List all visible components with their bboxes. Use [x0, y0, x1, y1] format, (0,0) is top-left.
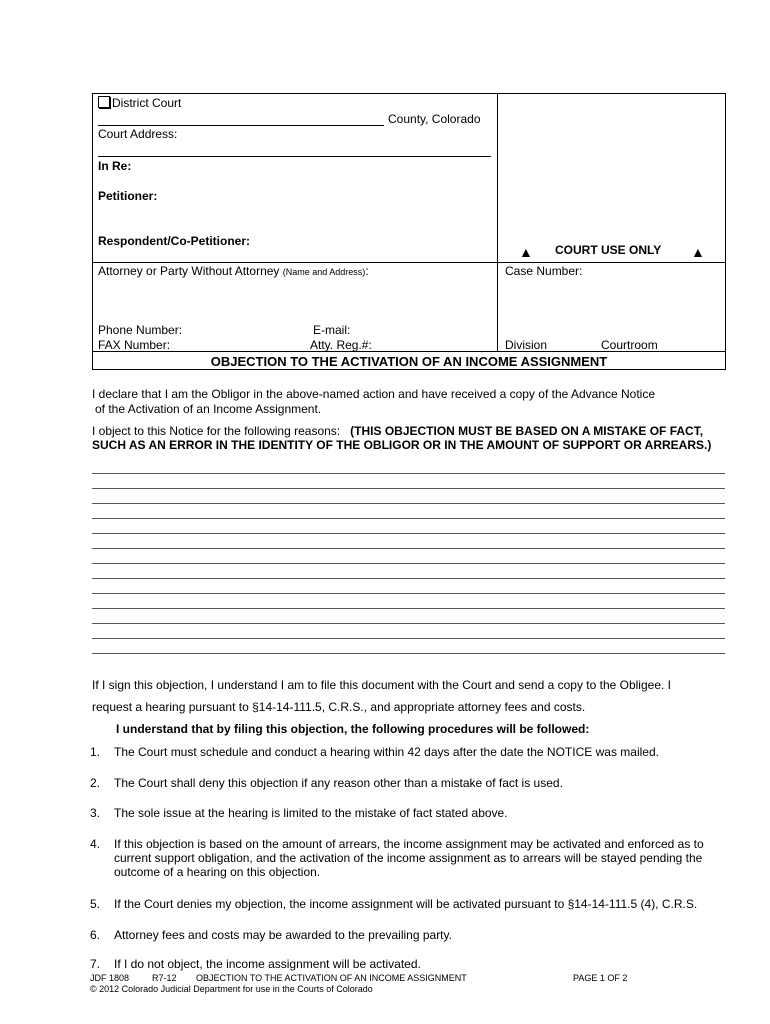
procedure-item: 3. The sole issue at the hearing is limited to the mistake of fact stated above.: [90, 806, 508, 820]
reason-line[interactable]: [92, 518, 725, 519]
reason-line[interactable]: [92, 533, 725, 534]
caption-divider: [497, 93, 498, 352]
county-line[interactable]: [98, 125, 384, 126]
procedure-item: 1. The Court must schedule and conduct a hearing within 42 days after the date the NOTICE was mailed.: [90, 745, 659, 759]
declare-line-1: I declare that I am the Obligor in the above-named action and have received a copy of the Advance Notice: [92, 387, 656, 401]
fax-label: FAX Number:: [98, 338, 171, 352]
reason-line[interactable]: [92, 503, 725, 504]
reason-line[interactable]: [92, 563, 725, 564]
courtroom-label: Courtroom: [601, 338, 658, 352]
in-re-label: In Re:: [98, 159, 132, 173]
procedure-item: 5. If the Court denies my objection, the income assignment will be activated pursuant to §14-14-111.5 (4), C.R.S.: [90, 897, 698, 911]
reason-line[interactable]: [92, 593, 725, 594]
reason-line[interactable]: [92, 578, 725, 579]
reason-line[interactable]: [92, 488, 725, 489]
procedures-heading: I understand that by filing this objection, the following procedures will be followed:: [116, 722, 590, 736]
object-lead: I object to this Notice for the following reasons:: [92, 424, 341, 438]
procedure-item: 7. If I do not object, the income assignment will be activated.: [90, 957, 421, 971]
object-bold-1: (THIS OBJECTION MUST BE BASED ON A MISTAKE OF FACT,: [350, 424, 704, 438]
court-address-line[interactable]: [98, 156, 491, 157]
footer-form-id: JDF 1808: [90, 973, 130, 983]
reason-line[interactable]: [92, 638, 725, 639]
atty-reg-label: Atty. Reg.#:: [310, 338, 372, 352]
reason-line[interactable]: [92, 548, 725, 549]
footer-revision: R7-12: [152, 973, 177, 983]
district-court-label: District Court: [112, 96, 182, 110]
attorney-note: (Name and Address): [282, 267, 366, 277]
footer-copyright: © 2012 Colorado Judicial Department for use in the Courts of Colorado: [90, 984, 373, 994]
reason-line[interactable]: [92, 473, 725, 474]
sign-line-2: request a hearing pursuant to §14-14-111.5, C.R.S., and appropriate attorney fees and costs.: [92, 700, 586, 714]
procedure-item: 4. If this objection is based on the amount of arrears, the income assignment may be activated and enforced as to current support obligation, and the activation of the income assignment as to arrears will be stayed pending the outcome of a hearing on this objection.: [90, 837, 704, 879]
procedure-item: 2. The Court shall deny this objection if any reason other than a mistake of fact is used.: [90, 776, 563, 790]
reason-line[interactable]: [92, 608, 725, 609]
reason-line[interactable]: [92, 653, 725, 654]
sign-line-1: If I sign this objection, I understand I am to file this document with the Court and send a copy to the Obligee. I: [92, 678, 671, 692]
object-bold-2: SUCH AS AN ERROR IN THE IDENTITY OF THE OBLIGOR OR IN THE AMOUNT OF SUPPORT OR ARREARS.): [92, 438, 712, 452]
case-number-label: Case Number:: [505, 264, 583, 278]
district-court-row: [98, 96, 181, 110]
attorney-label-row: [98, 264, 369, 278]
division-label: Division: [505, 338, 548, 352]
footer-page: PAGE 1 OF 2: [573, 973, 628, 983]
caption-separator: [92, 262, 726, 263]
district-court-checkbox[interactable]: [98, 96, 110, 108]
phone-label: Phone Number:: [98, 323, 183, 337]
court-address-label: Court Address:: [98, 127, 178, 141]
respondent-label: Respondent/Co-Petitioner:: [98, 234, 250, 248]
attorney-label: Attorney or Party Without Attorney: [98, 264, 280, 278]
attorney-colon: :: [365, 264, 369, 278]
procedure-item: 6. Attorney fees and costs may be awarded to the prevailing party.: [90, 928, 452, 942]
reason-line[interactable]: [92, 623, 725, 624]
form-title: OBJECTION TO THE ACTIVATION OF AN INCOME ASSIGNMENT: [210, 354, 608, 369]
up-triangle-icon: ▲: [519, 244, 533, 260]
county-label: County, Colorado: [388, 112, 481, 126]
up-triangle-icon: ▲: [691, 244, 705, 260]
object-line-1: [92, 424, 732, 438]
footer-form-title: OBJECTION TO THE ACTIVATION OF AN INCOME ASSIGNMENT: [196, 973, 467, 983]
petitioner-label: Petitioner:: [98, 189, 158, 203]
email-label: E-mail:: [313, 323, 351, 337]
caption-box: [92, 93, 726, 370]
declare-line-2: of the Activation of an Income Assignment.: [95, 402, 322, 416]
court-use-only-label: COURT USE ONLY: [555, 243, 662, 257]
